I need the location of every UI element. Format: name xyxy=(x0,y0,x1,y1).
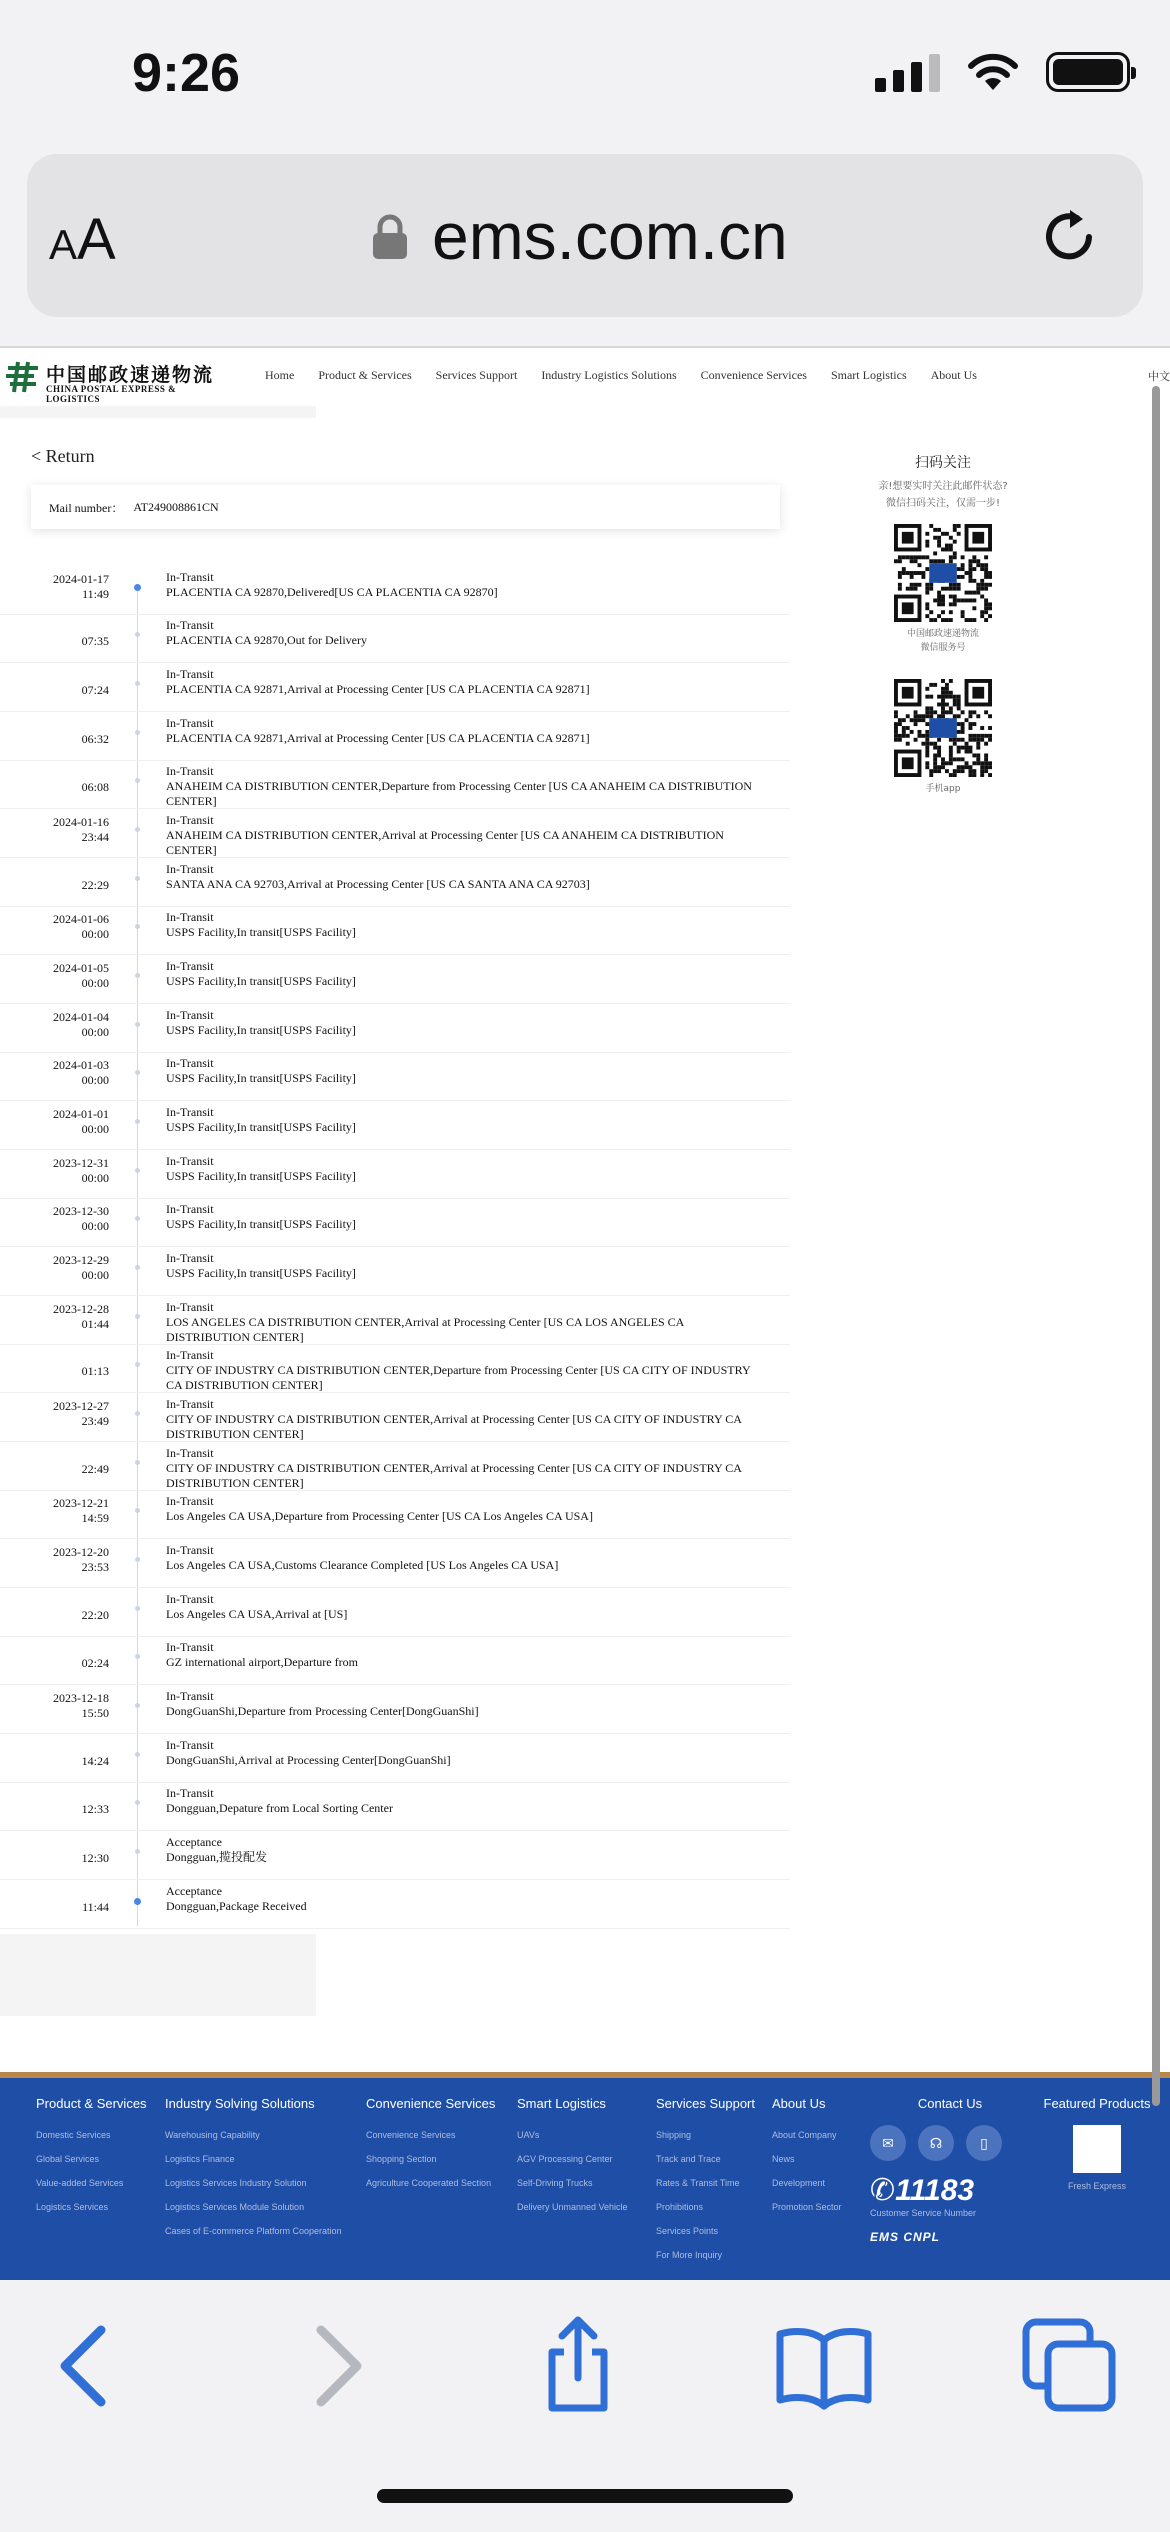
event-datetime xyxy=(53,1691,109,1721)
timeline-event xyxy=(0,1004,790,1053)
timeline-dot xyxy=(135,1216,140,1221)
event-date: 2023-12-28 xyxy=(53,1302,109,1316)
header-gray-strip xyxy=(0,406,316,418)
event-date: 2023-12-31 xyxy=(53,1156,109,1170)
event-description: PLACENTIA CA 92870,Delivered[US CA PLACENTIA CA 92870] xyxy=(166,585,498,599)
event-description: LOS ANGELES CA DISTRIBUTION CENTER,Arrival at Processing Center [US CA LOS ANGELES CA DISTRIBUTION CENTER] xyxy=(166,1315,684,1344)
timeline-dot xyxy=(135,1022,140,1027)
timeline-dot xyxy=(135,1654,140,1659)
event-datetime xyxy=(82,1608,109,1623)
event-description: CITY OF INDUSTRY CA DISTRIBUTION CENTER,Arrival at Processing Center [US CA CITY OF INDUSTRY CA DISTRIBUTION CENTER] xyxy=(166,1412,742,1441)
timeline-dot xyxy=(135,1557,140,1562)
footer-link[interactable]: Cases of E-commerce Platform Cooperation xyxy=(165,2226,342,2236)
event-datetime xyxy=(82,1462,109,1477)
event-status: In-Transit xyxy=(166,1446,214,1460)
event-time: 00:00 xyxy=(81,1025,109,1039)
timeline-event xyxy=(0,566,790,615)
event-time: 14:59 xyxy=(81,1511,109,1525)
event-time: 11:49 xyxy=(82,587,109,601)
footer-link[interactable]: For More Inquiry xyxy=(656,2250,723,2260)
event-time: 00:00 xyxy=(81,1122,109,1136)
event-datetime xyxy=(53,1010,109,1040)
event-datetime xyxy=(53,1156,109,1186)
event-datetime xyxy=(82,683,109,698)
event-status: In-Transit xyxy=(166,570,214,584)
timeline-event xyxy=(0,1393,790,1442)
timeline-event xyxy=(0,1198,790,1247)
footer-col-smart xyxy=(517,2096,628,2219)
url-text[interactable]: ems.com.cn xyxy=(432,199,788,273)
event-date: 2024-01-03 xyxy=(53,1058,109,1072)
event-datetime xyxy=(53,1058,109,1088)
event-time: 02:24 xyxy=(81,1656,109,1670)
timeline-dot xyxy=(135,1265,140,1270)
event-status: In-Transit xyxy=(166,1786,214,1800)
event-description: Dongguan,Depature from Local Sorting Center xyxy=(166,1801,393,1815)
footer-link[interactable]: Logistics Services xyxy=(36,2202,109,2212)
event-description: PLACENTIA CA 92871,Arrival at Processing Center [US CA PLACENTIA CA 92871] xyxy=(166,731,590,745)
event-status: In-Transit xyxy=(166,1738,214,1752)
event-description: USPS Facility,In transit[USPS Facility] xyxy=(166,1023,356,1037)
event-description: Los Angeles CA USA,Arrival at [US] xyxy=(166,1607,348,1621)
footer-link[interactable]: Agriculture Cooperated Section xyxy=(366,2178,492,2188)
footer-link[interactable]: About Company xyxy=(772,2130,837,2140)
footer-col-convenience xyxy=(366,2096,495,2195)
event-description: SANTA ANA CA 92703,Arrival at Processing Center [US CA SANTA ANA CA 92703] xyxy=(166,877,590,891)
qr-caption-1b: 微信服务号 xyxy=(920,643,966,653)
event-description: Los Angeles CA USA,Departure from Processing Center [US CA Los Angeles CA USA] xyxy=(166,1509,593,1523)
timeline-dot xyxy=(135,827,140,832)
qr-caption-1a: 中国邮政速递物流 xyxy=(906,629,979,639)
timeline-event xyxy=(0,1344,790,1393)
event-description: CITY OF INDUSTRY CA DISTRIBUTION CENTER,Arrival at Processing Center [US CA CITY OF INDUSTRY CA DISTRIBUTION CENTER] xyxy=(166,1461,742,1490)
page-gray-block xyxy=(0,1934,316,2016)
event-date: 2023-12-27 xyxy=(53,1399,109,1413)
footer-col-title: Services Support xyxy=(656,2096,755,2111)
timeline-dot xyxy=(135,1800,140,1805)
lock-icon xyxy=(370,214,410,260)
event-time: 22:49 xyxy=(81,1462,109,1476)
timeline-event xyxy=(0,1296,790,1345)
event-status: In-Transit xyxy=(166,1543,214,1557)
timeline-event xyxy=(0,1150,790,1199)
timeline-dot xyxy=(135,1314,140,1319)
return-link[interactable]: < Return xyxy=(31,446,95,466)
event-status: In-Transit xyxy=(166,1105,214,1119)
footer-contact xyxy=(870,2096,1030,2244)
timeline-event xyxy=(0,1442,790,1491)
event-status: In-Transit xyxy=(166,1300,214,1314)
timeline-dot xyxy=(135,1703,140,1708)
ems-logo-icon xyxy=(4,358,42,396)
footer-link[interactable]: Logistics Services Module Solution xyxy=(165,2202,305,2212)
event-status: In-Transit xyxy=(166,1397,214,1411)
event-status: In-Transit xyxy=(166,1640,214,1654)
signal-icon xyxy=(875,52,940,92)
footer-link[interactable]: News xyxy=(772,2154,795,2164)
event-status: In-Transit xyxy=(166,1202,214,1216)
event-time: 00:00 xyxy=(81,1268,109,1282)
featured-qr-code xyxy=(1073,2125,1121,2173)
status-bar xyxy=(0,0,1170,150)
tabs-icon[interactable] xyxy=(1020,2316,1120,2416)
address-bar[interactable] xyxy=(27,154,1143,317)
event-status: In-Transit xyxy=(166,1689,214,1703)
nav-convenience-services[interactable]: Convenience Services xyxy=(700,368,807,382)
event-datetime xyxy=(82,732,109,747)
footer-col-about xyxy=(772,2096,842,2219)
event-status: In-Transit xyxy=(166,1008,214,1022)
language-switch[interactable]: 中文 xyxy=(1148,371,1170,383)
event-description: USPS Facility,In transit[USPS Facility] xyxy=(166,1120,356,1134)
timeline-event xyxy=(0,1052,790,1101)
site-footer xyxy=(0,2072,1170,2280)
nav-product-services[interactable]: Product & Services xyxy=(318,368,412,382)
wechat-qr-code xyxy=(894,524,992,622)
timeline-dot xyxy=(135,730,140,735)
event-time: 00:00 xyxy=(81,1073,109,1087)
footer-link[interactable]: Value-added Services xyxy=(36,2178,124,2188)
qr-text-line-1: 亲!想要实时关注此邮件状态? xyxy=(878,481,1008,492)
event-description: USPS Facility,In transit[USPS Facility] xyxy=(166,1071,356,1085)
timeline-event xyxy=(0,906,790,955)
event-date: 2024-01-05 xyxy=(53,961,109,975)
footer-link[interactable]: Delivery Unmanned Vehicle xyxy=(517,2202,628,2212)
timeline-dot xyxy=(135,632,140,637)
bookmarks-icon[interactable] xyxy=(774,2316,874,2416)
timeline-event xyxy=(0,1636,790,1685)
footer-link[interactable]: Self-Driving Trucks xyxy=(517,2178,593,2188)
battery-icon xyxy=(1046,52,1130,92)
event-time: 06:32 xyxy=(81,732,109,746)
event-status: In-Transit xyxy=(166,1056,214,1070)
event-status: In-Transit xyxy=(166,959,214,973)
hotline-caption: Customer Service Number xyxy=(870,2208,977,2218)
event-status: Acceptance xyxy=(166,1884,222,1898)
qr-panel xyxy=(850,452,1036,796)
timeline-dot xyxy=(134,584,141,591)
qr-caption-2: 手机app xyxy=(925,784,961,794)
timeline-dot xyxy=(135,1460,140,1465)
event-status: In-Transit xyxy=(166,1251,214,1265)
nav-services-support[interactable]: Services Support xyxy=(435,368,518,382)
forward-icon[interactable] xyxy=(287,2316,387,2416)
timeline-dot xyxy=(135,1119,140,1124)
timeline-event xyxy=(0,1101,790,1150)
event-time: 01:13 xyxy=(81,1364,109,1378)
event-datetime xyxy=(53,912,109,942)
timeline-event xyxy=(0,1588,790,1637)
site-nav xyxy=(0,348,1170,406)
customer-service-icon[interactable]: ☊ xyxy=(918,2125,954,2161)
event-datetime xyxy=(82,1851,109,1866)
event-description: ANAHEIM CA DISTRIBUTION CENTER,Arrival at Processing Center [US CA ANAHEIM CA DISTRIBUTION CENTER] xyxy=(166,828,724,857)
footer-link[interactable]: Shipping xyxy=(656,2130,692,2140)
timeline-dot xyxy=(135,1606,140,1611)
event-time: 00:00 xyxy=(81,927,109,941)
nav-about-us[interactable]: About Us xyxy=(930,368,977,382)
footer-link[interactable]: Rates & Transit Time xyxy=(656,2178,740,2188)
timeline-event xyxy=(0,1782,790,1831)
event-datetime xyxy=(82,878,109,893)
event-date: 2023-12-18 xyxy=(53,1691,109,1705)
web-page xyxy=(0,346,1170,2280)
event-time: 07:24 xyxy=(81,683,109,697)
event-datetime xyxy=(53,572,109,602)
app-qr-code xyxy=(894,679,992,777)
footer-link[interactable]: Logistics Services Industry Solution xyxy=(165,2178,307,2188)
nav-smart-logistics[interactable]: Smart Logistics xyxy=(830,368,907,382)
timeline-event xyxy=(0,712,790,761)
logo-english-name: CHINA POSTAL EXPRESS & LOGISTICS xyxy=(46,384,177,404)
event-time: 00:00 xyxy=(81,976,109,990)
footer-col-title: About Us xyxy=(772,2096,826,2111)
timeline-event xyxy=(0,1734,790,1783)
event-status: In-Transit xyxy=(166,1494,214,1508)
event-date: 2024-01-06 xyxy=(53,912,109,926)
reload-icon[interactable] xyxy=(1037,204,1103,270)
back-icon[interactable] xyxy=(35,2316,135,2416)
timeline-event xyxy=(0,614,790,663)
event-time: 23:44 xyxy=(81,830,109,844)
event-date: 2024-01-17 xyxy=(53,572,109,586)
timeline-dot xyxy=(135,876,140,881)
featured-title: Featured Products xyxy=(1043,2096,1151,2111)
footer-link[interactable]: Track and Trace xyxy=(656,2154,721,2164)
event-time: 23:49 xyxy=(81,1414,109,1428)
event-time: 01:44 xyxy=(81,1317,109,1331)
logo-chinese-name: 中国邮政速递物流 xyxy=(46,365,215,386)
mail-number-label: Mail number： xyxy=(49,500,124,515)
page-scrollbar[interactable] xyxy=(1152,386,1160,2106)
event-description: USPS Facility,In transit[USPS Facility] xyxy=(166,1169,356,1183)
event-date: 2024-01-16 xyxy=(53,815,109,829)
timeline-dot xyxy=(135,1168,140,1173)
event-time: 12:30 xyxy=(81,1851,109,1865)
footer-link[interactable]: Domestic Services xyxy=(36,2130,111,2140)
event-datetime xyxy=(53,1496,109,1526)
qr-title: 扫码关注 xyxy=(915,455,971,471)
event-datetime xyxy=(82,780,109,795)
qr-instructions xyxy=(850,478,1036,512)
footer-col-title: Smart Logistics xyxy=(517,2096,606,2111)
wechat-icon[interactable]: ✉ xyxy=(870,2125,906,2161)
event-time: 22:29 xyxy=(81,878,109,892)
hotline-number: ✆11183 xyxy=(870,2174,975,2207)
event-status: In-Transit xyxy=(166,1154,214,1168)
timeline-dot xyxy=(135,1362,140,1367)
event-status: In-Transit xyxy=(166,862,214,876)
event-status: In-Transit xyxy=(166,1348,214,1362)
event-datetime xyxy=(53,1253,109,1283)
event-status: In-Transit xyxy=(166,716,214,730)
share-icon[interactable] xyxy=(528,2316,628,2416)
event-date: 2023-12-29 xyxy=(53,1253,109,1267)
event-datetime xyxy=(53,815,109,845)
event-time: 07:35 xyxy=(81,634,109,648)
event-datetime xyxy=(53,1545,109,1575)
footer-link[interactable]: UAVs xyxy=(517,2130,540,2140)
timeline-dot xyxy=(135,1411,140,1416)
browser-address-area xyxy=(0,150,1170,346)
timeline-event xyxy=(0,1247,790,1296)
brand-logos: EMS CNPL xyxy=(870,2230,941,2244)
nav-links xyxy=(265,368,977,383)
wifi-icon xyxy=(966,52,1020,92)
event-description: USPS Facility,In transit[USPS Facility] xyxy=(166,974,356,988)
event-description: Dongguan,揽投配发 xyxy=(166,1850,267,1864)
timeline-event xyxy=(0,955,790,1004)
event-description: Dongguan,Package Received xyxy=(166,1899,307,1913)
footer-link[interactable]: Development xyxy=(772,2178,826,2188)
event-time: 06:08 xyxy=(81,780,109,794)
footer-col-title: Product & Services xyxy=(36,2096,147,2111)
timeline-dot xyxy=(135,1849,140,1854)
timeline-event xyxy=(0,809,790,858)
mail-number-value: AT249008861CN xyxy=(133,499,219,514)
event-datetime xyxy=(53,1302,109,1332)
event-description: PLACENTIA CA 92871,Arrival at Processing Center [US CA PLACENTIA CA 92871] xyxy=(166,682,590,696)
event-datetime xyxy=(82,1656,109,1671)
event-description: ANAHEIM CA DISTRIBUTION CENTER,Departure from Processing Center [US CA ANAHEIM CA DISTRIBUTION CENTER] xyxy=(166,779,752,808)
home-indicator xyxy=(377,2489,793,2503)
footer-link[interactable]: Services Points xyxy=(656,2226,719,2236)
timeline-event xyxy=(0,1880,790,1929)
event-status: In-Transit xyxy=(166,764,214,778)
site-logo[interactable] xyxy=(4,358,215,404)
reader-settings-button[interactable]: AA xyxy=(49,207,116,272)
event-description: USPS Facility,In transit[USPS Facility] xyxy=(166,1266,356,1280)
event-description: DongGuanShi,Departure from Processing Center[DongGuanShi] xyxy=(166,1704,479,1718)
timeline-dot xyxy=(135,1752,140,1757)
event-description: GZ international airport,Departure from xyxy=(166,1655,358,1669)
status-time: 9:26 xyxy=(132,43,241,103)
event-status: In-Transit xyxy=(166,813,214,827)
event-description: Los Angeles CA USA,Customs Clearance Completed [US Los Angeles CA USA] xyxy=(166,1558,559,1572)
timeline-dot xyxy=(135,1070,140,1075)
footer-col-industry xyxy=(165,2096,342,2243)
event-datetime xyxy=(82,1900,109,1915)
event-datetime xyxy=(53,961,109,991)
footer-link[interactable]: AGV Processing Center xyxy=(517,2154,613,2164)
event-datetime xyxy=(53,1399,109,1429)
event-status: Acceptance xyxy=(166,1835,222,1849)
event-time: 14:24 xyxy=(81,1754,109,1768)
nav-industry-logistics[interactable]: Industry Logistics Solutions xyxy=(541,368,677,382)
timeline-dot xyxy=(135,1508,140,1513)
event-description: PLACENTIA CA 92870,Out for Delivery xyxy=(166,633,367,647)
event-time: 15:50 xyxy=(81,1706,109,1720)
footer-featured xyxy=(1037,2096,1157,2191)
event-date: 2024-01-04 xyxy=(53,1010,109,1024)
timeline-event xyxy=(0,1539,790,1588)
timeline-dot xyxy=(135,973,140,978)
event-date: 2023-12-30 xyxy=(53,1204,109,1218)
contact-title: Contact Us xyxy=(917,2096,983,2111)
footer-link[interactable]: Logistics Finance xyxy=(165,2154,235,2164)
timeline-dot xyxy=(135,778,140,783)
event-status: In-Transit xyxy=(166,618,214,632)
event-status: In-Transit xyxy=(166,667,214,681)
timeline-event xyxy=(0,760,790,809)
event-date: 2024-01-01 xyxy=(53,1107,109,1121)
footer-link[interactable]: Convenience Services xyxy=(366,2130,456,2140)
event-time: 00:00 xyxy=(81,1219,109,1233)
qr-caption-1 xyxy=(850,627,1036,655)
nav-home[interactable]: Home xyxy=(265,368,295,382)
footer-link[interactable]: Shopping Section xyxy=(366,2154,437,2164)
event-datetime xyxy=(82,1754,109,1769)
footer-link[interactable]: Warehousing Capability xyxy=(165,2130,260,2140)
event-date: 2023-12-21 xyxy=(53,1496,109,1510)
timeline-event xyxy=(0,1831,790,1880)
event-datetime xyxy=(82,634,109,649)
event-description: USPS Facility,In transit[USPS Facility] xyxy=(166,925,356,939)
event-time: 22:20 xyxy=(81,1608,109,1622)
timeline-event xyxy=(0,858,790,907)
event-status: In-Transit xyxy=(166,910,214,924)
event-time: 11:44 xyxy=(82,1900,109,1914)
event-description: CITY OF INDUSTRY CA DISTRIBUTION CENTER,Departure from Processing Center [US CA CITY OF INDUSTRY CA DISTRIBUTION CENTER] xyxy=(166,1363,751,1392)
event-description: DongGuanShi,Arrival at Processing Center[DongGuanShi] xyxy=(166,1753,451,1767)
footer-link[interactable]: Prohibitions xyxy=(656,2202,704,2212)
timeline-event xyxy=(0,663,790,712)
timeline-event xyxy=(0,1490,790,1539)
event-time: 00:00 xyxy=(81,1171,109,1185)
status-icons xyxy=(875,52,1130,92)
event-datetime xyxy=(53,1204,109,1234)
event-status: In-Transit xyxy=(166,1592,214,1606)
event-date: 2023-12-20 xyxy=(53,1545,109,1559)
qr-text-line-2: 微信扫码关注，仅需一步! xyxy=(885,498,1000,509)
mail-number-box xyxy=(31,485,780,529)
mobile-icon[interactable]: ▯ xyxy=(966,2125,1002,2161)
event-description: USPS Facility,In transit[USPS Facility] xyxy=(166,1217,356,1231)
event-datetime xyxy=(82,1802,109,1817)
footer-col-title: Convenience Services xyxy=(366,2096,496,2111)
timeline-dot xyxy=(134,1898,141,1905)
footer-col-products xyxy=(36,2096,147,2219)
event-datetime xyxy=(53,1107,109,1137)
footer-col-support xyxy=(656,2096,755,2267)
timeline-dot xyxy=(135,924,140,929)
event-datetime xyxy=(82,1364,109,1379)
event-time: 23:53 xyxy=(81,1560,109,1574)
footer-col-title: Industry Solving Solutions xyxy=(165,2096,315,2111)
footer-link[interactable]: Promotion Sector xyxy=(772,2202,842,2212)
event-time: 12:33 xyxy=(81,1802,109,1816)
footer-link[interactable]: Global Services xyxy=(36,2154,100,2164)
timeline-dot xyxy=(135,681,140,686)
timeline-event xyxy=(0,1685,790,1734)
featured-caption: Fresh Express xyxy=(1067,2181,1127,2191)
